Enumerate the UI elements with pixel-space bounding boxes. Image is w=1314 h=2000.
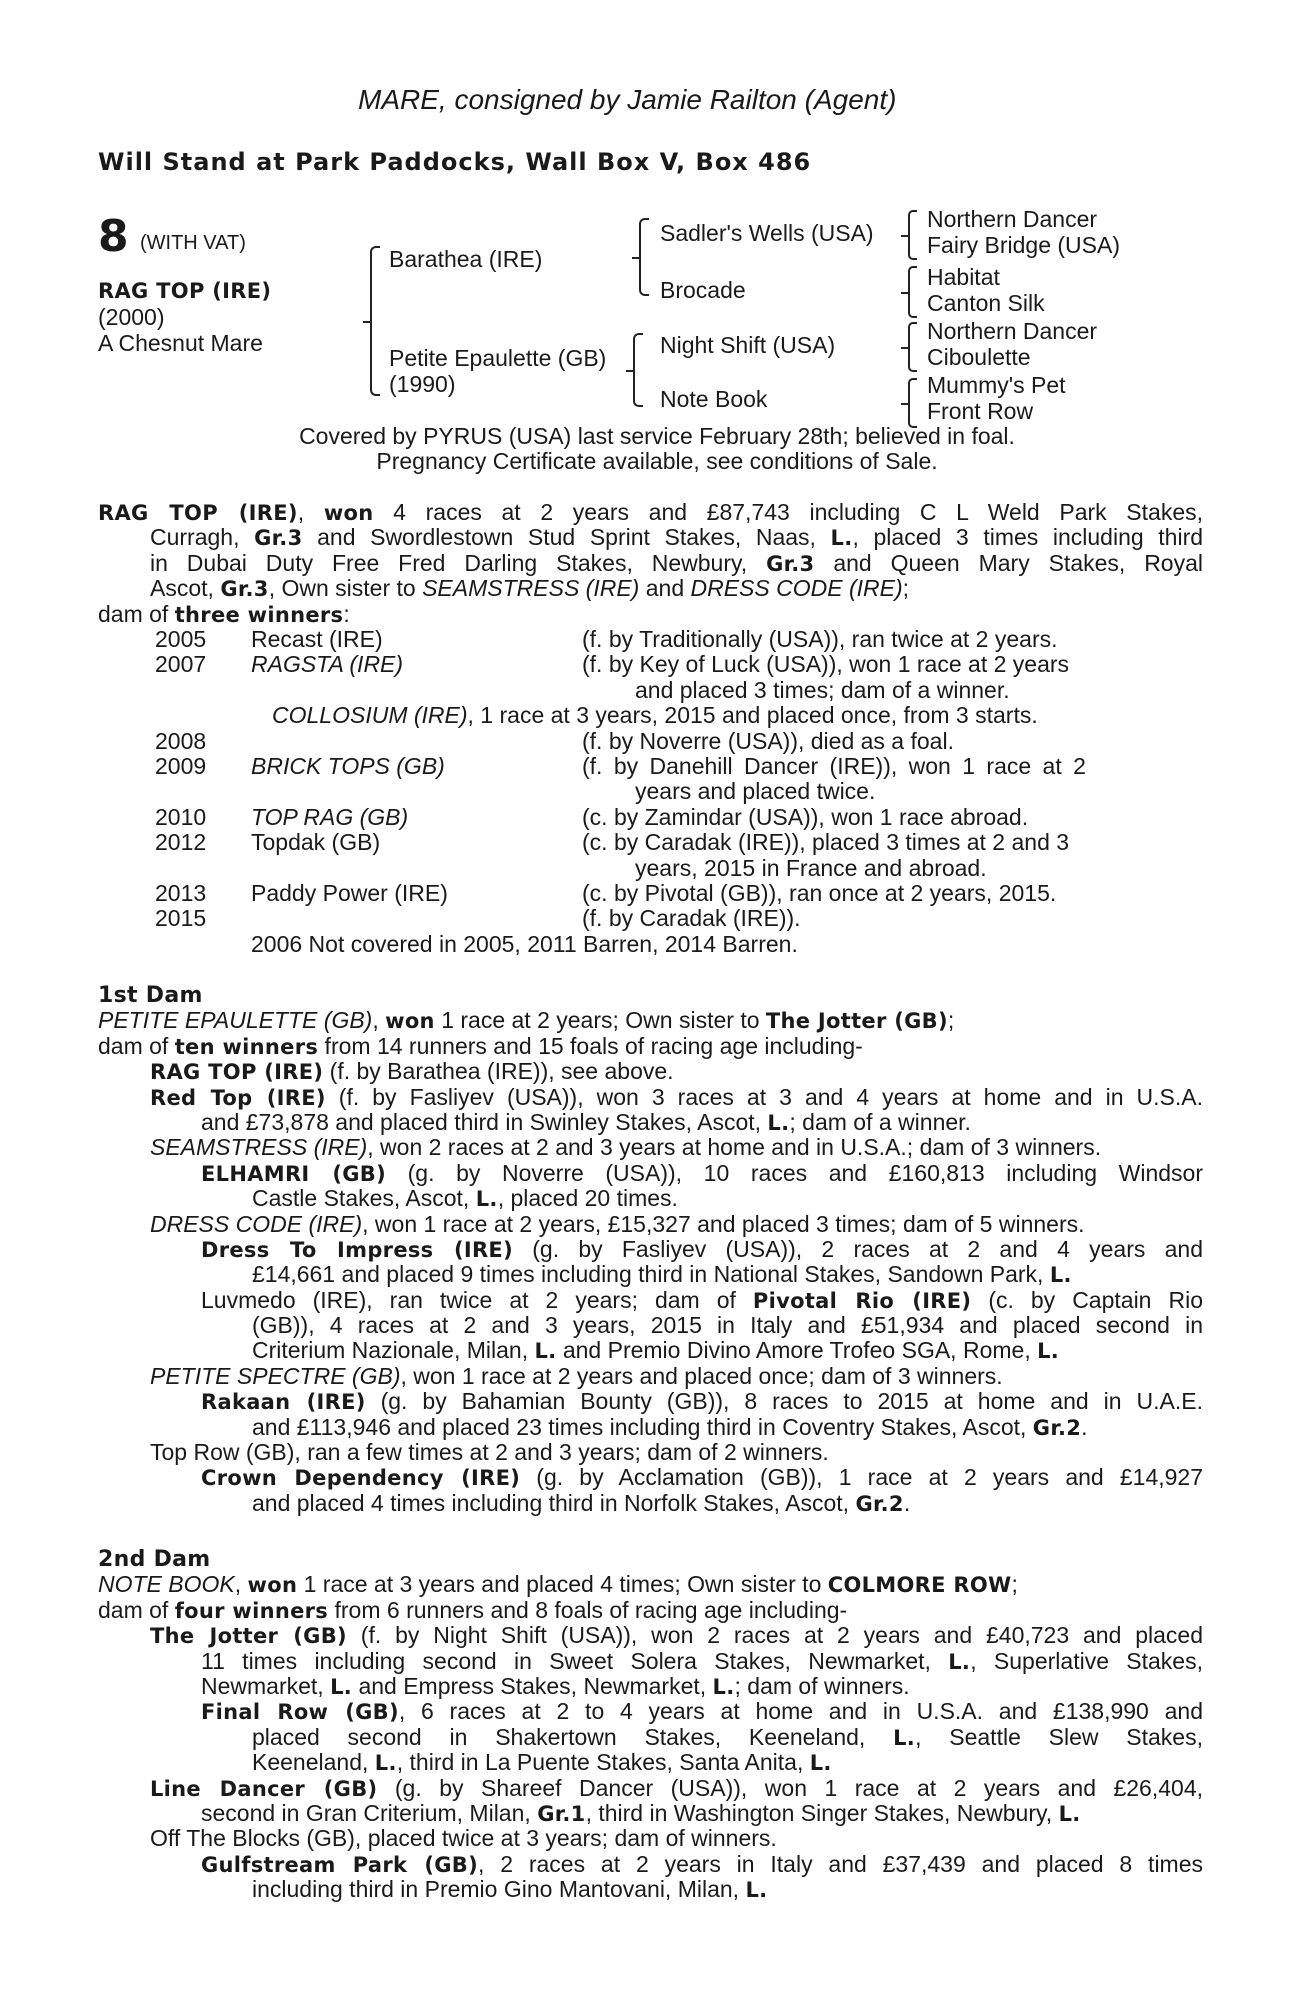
progeny-row: 2008 (f. by Noverre (USA)), died as a foal.: [155, 727, 954, 754]
pedigree-sds: Habitat: [927, 264, 1000, 290]
pedigree-dam-dam: Note Book: [660, 386, 768, 412]
pedigree-brace-ss: [908, 210, 917, 260]
record-line-2: Curragh, Gr.3 and Swordlestown Stud Sprint Stakes, Naas, L., placed 3 times including third: [150, 525, 1203, 551]
text-line: Rakaan (IRE) (g. by Bahamian Bounty (GB)), 8 races to 2015 at home and in U.A.E.: [201, 1389, 1203, 1415]
text-line: PETITE SPECTRE (GB), won 1 race at 2 years and placed once; dam of 3 winners.: [150, 1362, 1003, 1389]
pedigree-sire-sire: Sadler's Wells (USA): [660, 220, 874, 246]
text-line: Top Row (GB), ran a few times at 2 and 3 years; dam of 2 winners.: [150, 1439, 829, 1466]
text-line: ELHAMRI (GB) (g. by Noverre (USA)), 10 races and £160,813 including Windsor: [201, 1160, 1203, 1186]
second-dam-section: [98, 1547, 1203, 1902]
lot-year: (2000): [98, 304, 165, 330]
text-line: DRESS CODE (IRE), won 1 race at 2 years, £15,327 and placed 3 times; dam of 5 winners.: [150, 1210, 1085, 1237]
first-dam-heading: 1st Dam: [98, 983, 203, 1008]
text-line: Off The Blocks (GB), placed twice at 3 years; dam of winners.: [150, 1825, 777, 1852]
progeny-row-cont: years and placed twice.: [635, 778, 876, 805]
text-line: Crown Dependency (IRE) (g. by Acclamation (GB)), 1 race at 2 years and £14,927: [201, 1465, 1203, 1491]
pedigree-brace-sd: [908, 266, 917, 318]
text-line: Luvmedo (IRE), ran twice at 2 years; dam of Pivotal Rio (IRE) (c. by Captain Rio: [201, 1287, 1203, 1313]
pedigree-brace-main: [370, 246, 380, 396]
text-line: dam of ten winners from 14 runners and 15 foals of racing age including-: [98, 1032, 863, 1059]
page-title: MARE, consigned by Jamie Railton (Agent): [358, 84, 897, 115]
record-line-3: in Dubai Duty Free Fred Darling Stakes, Newbury, Gr.3 and Queen Mary Stakes, Royal: [150, 550, 1203, 576]
pedigree-brace-dam: [633, 333, 643, 407]
text-line: Final Row (GB), 6 races at 2 to 4 years at home and in U.S.A. and £138,990 and: [201, 1699, 1203, 1725]
text-line: second in Gran Criterium, Milan, Gr.1, third in Washington Singer Stakes, Newbury, L.: [201, 1799, 1081, 1826]
pedigree-ddd: Front Row: [927, 398, 1034, 424]
pedigree-sdd: Canton Silk: [927, 290, 1045, 316]
text-line: RAG TOP (IRE) (f. by Barathea (IRE)), see above.: [150, 1058, 674, 1085]
text-line: The Jotter (GB) (f. by Night Shift (USA)), won 2 races at 2 years and £40,723 and placed: [150, 1623, 1203, 1649]
text-line: PETITE EPAULETTE (GB), won 1 race at 2 years; Own sister to The Jotter (GB);: [98, 1007, 955, 1034]
pedigree-dam-year: (1990): [389, 371, 456, 397]
text-line: and placed 4 times including third in Norfolk Stakes, Ascot, Gr.2.: [252, 1489, 911, 1516]
progeny-note: 2006 Not covered in 2005, 2011 Barren, 2014 Barren.: [251, 930, 798, 957]
text-line: Gulfstream Park (GB), 2 races at 2 years in Italy and £37,439 and placed 8 times: [201, 1851, 1203, 1877]
progeny-row-cont: and placed 3 times; dam of a winner.: [635, 676, 1010, 703]
progeny-row-cont: years, 2015 in France and abroad.: [635, 854, 987, 881]
pedigree-dam: Petite Epaulette (GB): [389, 345, 607, 371]
text-line: Criterium Nazionale, Milan, L. and Premio Divino Amore Trofeo SGA, Rome, L.: [252, 1337, 1060, 1364]
text-line: NOTE BOOK, won 1 race at 3 years and placed 4 times; Own sister to COLMORE ROW;: [98, 1571, 1018, 1598]
record-line-5: dam of three winners:: [98, 600, 350, 627]
progeny-row: 2015 (f. by Caradak (IRE)).: [155, 905, 801, 932]
pregnancy-line: Pregnancy Certificate available, see conditions of Sale.: [376, 448, 938, 474]
progeny-row: 2005 Recast (IRE) (f. by Traditionally (USA)), ran twice at 2 years.: [155, 626, 1058, 652]
text-line: Dress To Impress (IRE) (g. by Fasliyev (USA)), 2 races at 2 and 4 years and: [201, 1236, 1203, 1262]
progeny-row: 2009 BRICK TOPS (GB) (f. by Danehill Dancer (IRE)), won 1 race at 2: [155, 752, 1086, 779]
pedigree-sire-dam: Brocade: [660, 277, 746, 303]
text-line: SEAMSTRESS (IRE), won 2 races at 2 and 3 years at home and in U.S.A.; dam of 3 winners.: [150, 1134, 1102, 1161]
record-line-4: Ascot, Gr.3, Own sister to SEAMSTRESS (IRE) and DRESS CODE (IRE);: [150, 575, 910, 602]
lot-number: 8: [98, 211, 129, 262]
text-line: (GB)), 4 races at 2 and 3 years, 2015 in Italy and £51,934 and placed second in: [252, 1313, 1203, 1339]
text-line: and £113,946 and placed 23 times including third in Coventry Stakes, Ascot, Gr.2.: [252, 1413, 1088, 1440]
lot-name: RAG TOP (IRE): [98, 279, 272, 303]
text-line: and £73,878 and placed third in Swinley Stakes, Ascot, L.; dam of a winner.: [201, 1108, 971, 1135]
pedigree-brace-ds: [908, 322, 917, 372]
pedigree-sire: Barathea (IRE): [389, 246, 543, 272]
second-dam-heading: 2nd Dam: [98, 1547, 211, 1572]
text-line: Keeneland, L., third in La Puente Stakes, Santa Anita, L.: [252, 1749, 832, 1776]
record-line-1: RAG TOP (IRE), won 4 races at 2 years and £87,743 including C L Weld Park Stakes,: [98, 500, 1203, 525]
pedigree-dss: Northern Dancer: [927, 318, 1098, 344]
text-line: Red Top (IRE) (f. by Fasliyev (USA)), won 3 races at 3 and 4 years at home and in U.S.A.: [150, 1084, 1203, 1110]
text-line: including third in Premio Gino Mantovani, Milan, L.: [252, 1876, 768, 1903]
pedigree-brace-dd: [908, 378, 917, 428]
text-line: dam of four winners from 6 runners and 8 foals of racing age including-: [98, 1596, 848, 1623]
horse-record: [98, 500, 1203, 627]
pedigree-dsd: Ciboulette: [927, 344, 1031, 370]
progeny-row: 2007 RAGSTA (IRE) (f. by Key of Luck (USA)), won 1 race at 2 years: [155, 651, 1070, 678]
first-dam-section: [98, 983, 1203, 1516]
text-line: £14,661 and placed 9 times including third in National Stakes, Sandown Park, L.: [252, 1261, 1072, 1288]
progeny-row: 2012 Topdak (GB) (c. by Caradak (IRE)), placed 3 times at 2 and 3: [155, 829, 1070, 856]
text-line: 11 times including second in Sweet Solera Stakes, Newmarket, L., Superlative Stakes,: [201, 1648, 1203, 1674]
stand-location: Will Stand at Park Paddocks, Wall Box V, Box 486: [98, 148, 812, 176]
vat-label: (WITH VAT): [140, 232, 246, 254]
pedigree-dds: Mummy's Pet: [927, 372, 1066, 398]
pedigree-dam-sire: Night Shift (USA): [660, 332, 836, 358]
pedigree-brace-sire: [639, 218, 649, 296]
text-line: Castle Stakes, Ascot, L., placed 20 times.: [252, 1185, 678, 1212]
lot-description: A Chesnut Mare: [98, 330, 263, 356]
pedigree-ssd: Fairy Bridge (USA): [927, 232, 1120, 258]
pedigree-sss: Northern Dancer: [927, 206, 1098, 232]
text-line: placed second in Shakertown Stakes, Keeneland, L., Seattle Slew Stakes,: [252, 1724, 1203, 1750]
progeny-descendant: COLLOSIUM (IRE), 1 race at 3 years, 2015 and placed once, from 3 starts.: [272, 702, 1038, 729]
progeny-row: 2010 TOP RAG (GB) (c. by Zamindar (USA)), won 1 race abroad.: [155, 803, 1029, 830]
covered-line: Covered by PYRUS (USA) last service February 28th; believed in foal.: [299, 423, 1015, 449]
text-line: Newmarket, L. and Empress Stakes, Newmarket, L.; dam of winners.: [201, 1672, 910, 1699]
text-line: Line Dancer (GB) (g. by Shareef Dancer (USA)), won 1 race at 2 years and £26,404,: [150, 1775, 1203, 1801]
progeny-table: [0, 627, 1314, 957]
progeny-row: 2013 Paddy Power (IRE) (c. by Pivotal (GB)), ran once at 2 years, 2015.: [155, 879, 1057, 906]
